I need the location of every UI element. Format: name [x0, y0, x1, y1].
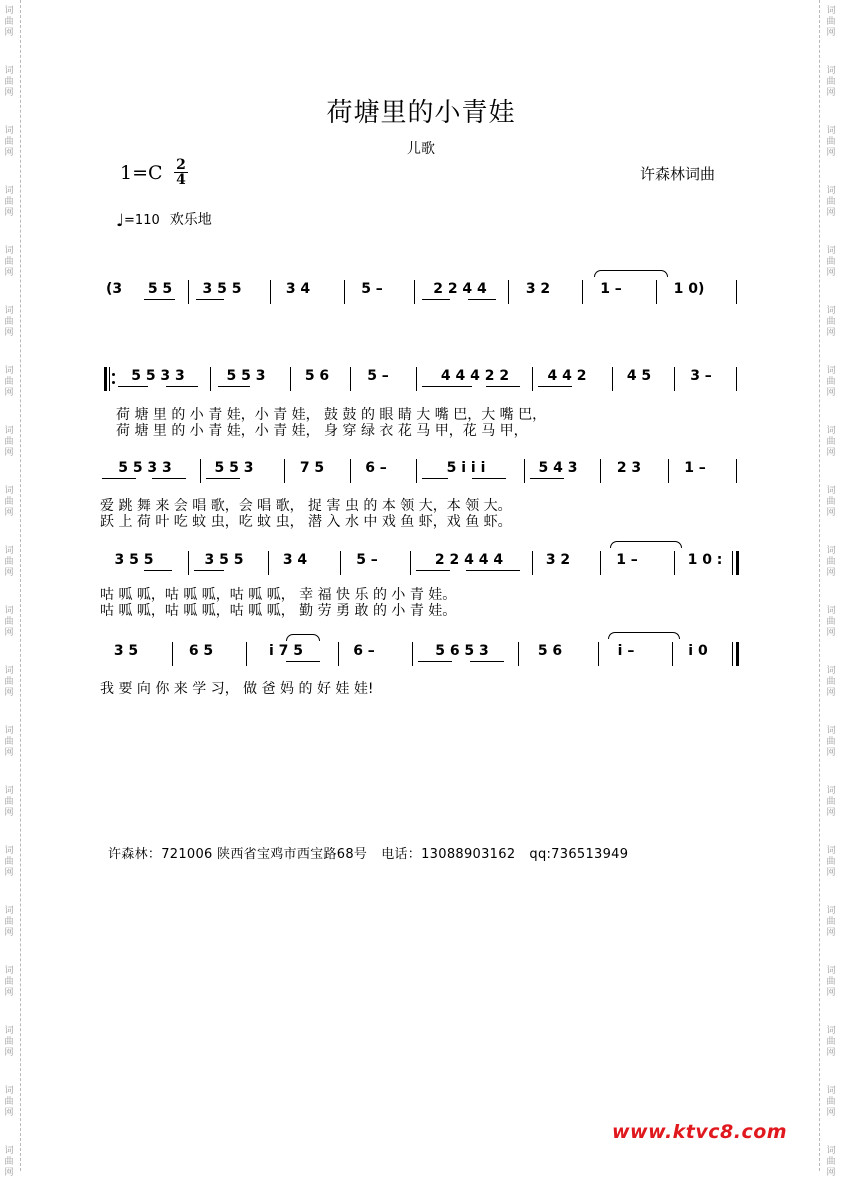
- meter-bottom: 4: [174, 172, 188, 187]
- right-watermark-column: [822, 0, 842, 1178]
- watermark-text: 词 曲 网: [826, 906, 836, 938]
- watermark-text: 词 曲 网: [826, 1086, 836, 1118]
- note-group: 2 3: [616, 460, 642, 476]
- lyric-line: 我 要 向 你 来 学 习， 做 爸 妈 的 好 娃 娃!: [100, 681, 374, 697]
- watermark-text: 词 曲 网: [4, 1146, 14, 1178]
- watermark-text: 词 曲 网: [4, 666, 14, 698]
- watermark-text: 词 曲 网: [826, 966, 836, 998]
- watermark-text: 词 曲 网: [4, 186, 14, 218]
- time-signature: [174, 158, 188, 187]
- contact-address: 许森林：721006 陕西省宝鸡市西宝路68号: [108, 847, 368, 862]
- note-group: 5 4 3: [538, 460, 578, 476]
- note-group: 5 –: [356, 552, 378, 568]
- note-group: 5 6: [537, 643, 563, 659]
- note-group: 2 2 4 4 4: [434, 552, 504, 568]
- quarter-note-icon: ♩: [116, 211, 125, 231]
- watermark-text: 词 曲 网: [826, 606, 836, 638]
- watermark-text: 词 曲 网: [4, 966, 14, 998]
- composer-credit: 许森林词曲: [640, 165, 716, 183]
- note-group: 5 –: [367, 368, 389, 384]
- note-group: 5 5 3 3: [118, 460, 172, 476]
- watermark-text: 词 曲 网: [4, 546, 14, 578]
- note-group: 5 5 3 3: [131, 368, 185, 384]
- note-group: 1 –: [600, 281, 622, 297]
- watermark-text: 词 曲 网: [4, 246, 14, 278]
- watermark-text: 词 曲 网: [826, 426, 836, 458]
- lyric-line: 咕 呱 呱，咕 呱 呱，咕 呱 呱， 勤 劳 勇 敢 的 小 青 娃。: [100, 603, 457, 619]
- note-group: 3 5 5: [202, 281, 242, 297]
- note-group: 5 6 5 3: [435, 643, 489, 659]
- watermark-text: 词 曲 网: [826, 786, 836, 818]
- watermark-text: 词 曲 网: [4, 606, 14, 638]
- note-group: 5 –: [361, 281, 383, 297]
- note-group: 5 5 3: [226, 368, 266, 384]
- note-group: 7 5: [299, 460, 325, 476]
- score-line-5: [100, 642, 750, 666]
- watermark-text: 词 曲 网: [826, 246, 836, 278]
- note-group: 5 5 3: [214, 460, 254, 476]
- note-group: 3 2: [545, 552, 571, 568]
- watermark-text: 词 曲 网: [826, 726, 836, 758]
- note-group: 1 0 :: [687, 552, 723, 568]
- note-group: 1 –: [684, 460, 706, 476]
- watermark-text: 词 曲 网: [826, 186, 836, 218]
- site-logo: www.ktvc8.com: [612, 1121, 788, 1143]
- watermark-text: 词 曲 网: [826, 546, 836, 578]
- note-group: 2 2 4 4: [433, 281, 487, 297]
- lyric-line: 跃 上 荷 叶 吃 蚊 虫，吃 蚊 虫， 潜 入 水 中 戏 鱼 虾，戏 鱼 虾。: [100, 514, 512, 530]
- meter-top: 2: [176, 157, 186, 173]
- watermark-text: 词 曲 网: [4, 786, 14, 818]
- watermark-text: 词 曲 网: [4, 6, 14, 38]
- score-line-4: [100, 551, 750, 575]
- note-group: 5 5: [147, 281, 173, 297]
- note-group: 6 –: [365, 460, 387, 476]
- note-group: 3 5 5: [204, 552, 244, 568]
- watermark-text: 词 曲 网: [4, 366, 14, 398]
- note-group: 6 5: [188, 643, 214, 659]
- watermark-text: 词 曲 网: [826, 366, 836, 398]
- key-signature: 1=C: [120, 162, 163, 184]
- note-group: 1 –: [616, 552, 638, 568]
- note-group: 3 5: [113, 643, 139, 659]
- watermark-text: 词 曲 网: [4, 306, 14, 338]
- note-group: i 0: [688, 643, 708, 659]
- tempo-marking: [116, 209, 212, 231]
- watermark-text: 词 曲 网: [826, 666, 836, 698]
- lyric-line: 荷 塘 里 的 小 青 娃，小 青 娃， 鼓 鼓 的 眼 睛 大 嘴 巴，大 嘴 巴，: [116, 407, 547, 423]
- score-line-1: [100, 280, 750, 304]
- song-title: 荷塘里的小青娃: [326, 98, 516, 128]
- watermark-text: 词 曲 网: [4, 1086, 14, 1118]
- watermark-text: 词 曲 网: [4, 726, 14, 758]
- left-watermark-column: [0, 0, 20, 1178]
- note-group: 4 4 2: [547, 368, 587, 384]
- note-group: (3: [106, 281, 123, 297]
- note-group: 5 6: [304, 368, 330, 384]
- watermark-text: 词 曲 网: [4, 486, 14, 518]
- watermark-text: 词 曲 网: [826, 126, 836, 158]
- watermark-text: 词 曲 网: [4, 1026, 14, 1058]
- watermark-text: 词 曲 网: [826, 306, 836, 338]
- expression-mark: 欢乐地: [169, 212, 212, 228]
- note-group: i –: [617, 643, 635, 659]
- note-group: 6 –: [353, 643, 375, 659]
- lyric-line: 荷 塘 里 的 小 青 娃，小 青 娃， 身 穿 绿 衣 花 马 甲，花 马 甲，: [116, 423, 528, 439]
- song-genre: 儿歌: [407, 141, 435, 157]
- watermark-text: 词 曲 网: [826, 486, 836, 518]
- watermark-text: 词 曲 网: [4, 126, 14, 158]
- note-group: i 7 5: [268, 643, 304, 659]
- score-line-3: [100, 459, 750, 483]
- contact-phone: 电话：13088903162: [381, 847, 516, 862]
- watermark-text: 词 曲 网: [826, 1026, 836, 1058]
- contact-footer: [108, 843, 628, 862]
- note-group: 3 5 5: [114, 552, 154, 568]
- score-line-2: [100, 367, 750, 391]
- watermark-text: 词 曲 网: [4, 426, 14, 458]
- watermark-text: 词 曲 网: [826, 1146, 836, 1178]
- note-group: 3 4: [282, 552, 308, 568]
- watermark-text: 词 曲 网: [826, 66, 836, 98]
- lyric-line: 咕 呱 呱，咕 呱 呱，咕 呱 呱， 幸 福 快 乐 的 小 青 娃。: [100, 587, 457, 603]
- note-group: 3 –: [690, 368, 712, 384]
- note-group: 3 4: [285, 281, 311, 297]
- note-group: 4 4 4 2 2: [440, 368, 510, 384]
- watermark-text: 词 曲 网: [826, 6, 836, 38]
- lyric-line: 爱 跳 舞 来 会 唱 歌，会 唱 歌， 捉 害 虫 的 本 领 大，本 领 大。: [100, 498, 512, 514]
- note-group: 4 5: [626, 368, 652, 384]
- note-group: 5 i i i: [446, 460, 486, 476]
- watermark-text: 词 曲 网: [826, 846, 836, 878]
- tempo-value: =110: [124, 213, 160, 228]
- note-group: 3 2: [525, 281, 551, 297]
- watermark-text: 词 曲 网: [4, 846, 14, 878]
- watermark-text: 词 曲 网: [4, 906, 14, 938]
- watermark-text: 词 曲 网: [4, 66, 14, 98]
- note-group: 1 0): [673, 281, 705, 297]
- contact-qq: qq:736513949: [529, 847, 629, 862]
